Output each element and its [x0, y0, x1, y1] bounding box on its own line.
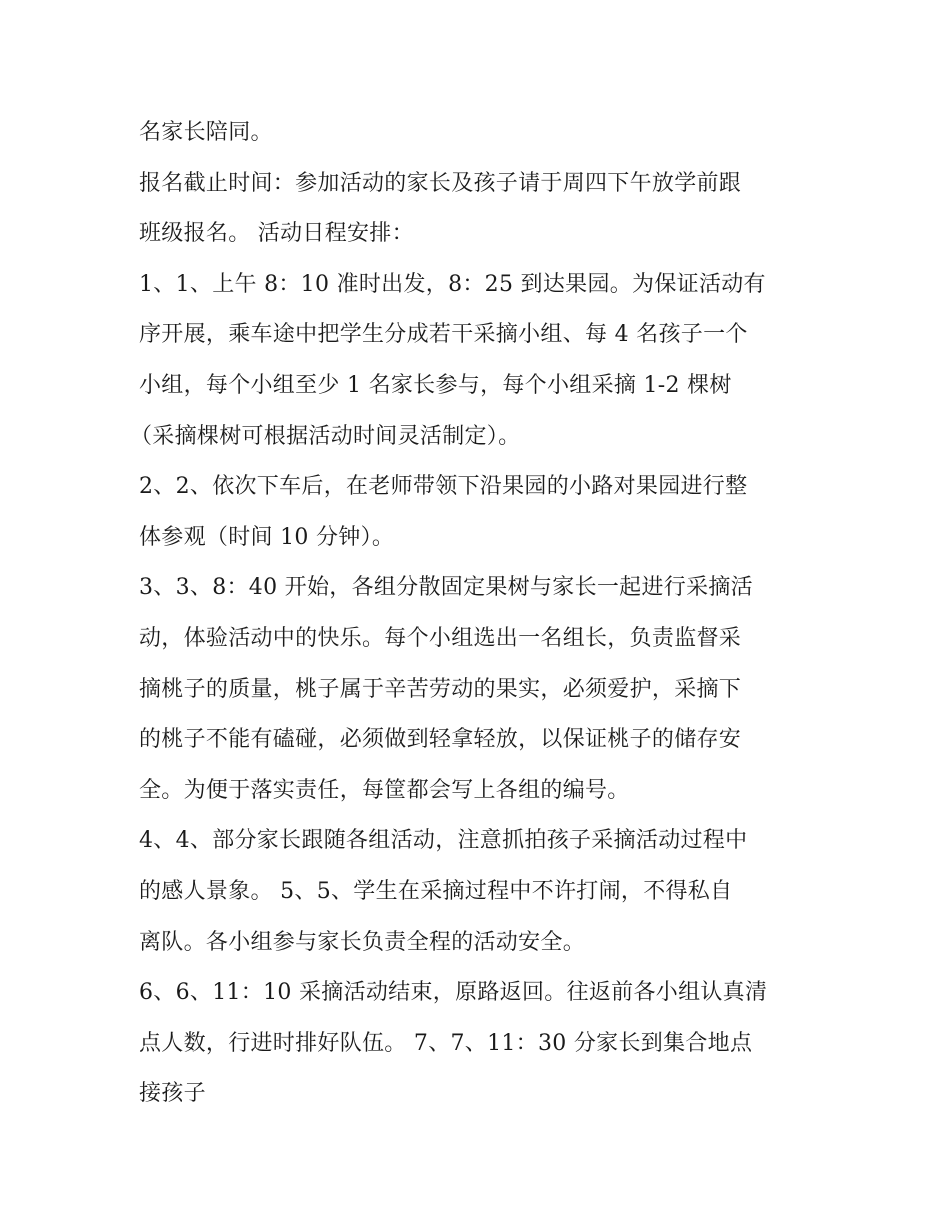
text-line: 6、6、11：10 采摘活动结束，原路返回。往返前各小组认真清 — [139, 980, 768, 1006]
text-line: 名家长陪同。 — [139, 120, 273, 145]
text-line: （采摘棵树可根据活动时间灵活制定）。 — [130, 423, 521, 449]
text-line: 报名截止时间：参加活动的家长及孩子请于周四下午放学前跟 — [139, 170, 742, 196]
text-line: 3、3、8：40 开始，各组分散固定果树与家长一起进行采摘活 — [139, 575, 753, 601]
text-line: 全。为便于落实责任，每筐都会写上各组的编号。 — [139, 777, 630, 803]
text-line: 点人数，行进时排好队伍。 7、7、11：30 分家长到集合地点 — [139, 1030, 753, 1056]
document-body — [130, 108, 819, 1120]
text-line: 接孩子 — [139, 1081, 206, 1107]
text-line: 的感人景象。 5、5、学生在采摘过程中不许打闹，不得私自 — [139, 878, 733, 904]
text-line: 1、1、上午 8：10 准时出发，8：25 到达果园。为保证活动有 — [139, 271, 766, 297]
text-line: 的桃子不能有磕碰，必须做到轻拿轻放，以保证桃子的储存安 — [139, 727, 742, 753]
text-line: 2、2、依次下车后，在老师带领下沿果园的小路对果园进行整 — [139, 474, 748, 500]
text-line: 摘桃子的质量，桃子属于辛苦劳动的果实，必须爱护，采摘下 — [139, 676, 742, 702]
text-line: 4、4、部分家长跟随各组活动，注意抓拍孩子采摘活动过程中 — [139, 828, 748, 854]
text-line: 班级报名。 活动日程安排： — [139, 221, 414, 247]
text-line: 动，体验活动中的快乐。每个小组选出一名组长，负责监督采 — [139, 625, 742, 651]
text-line: 体参观（时间 10 分钟）。 — [139, 524, 395, 550]
text-line: 小组，每个小组至少 1 名家长参与，每个小组采摘 1-2 棵树 — [139, 372, 732, 398]
text-line: 序开展，乘车途中把学生分成若干采摘小组、每 4 名孩子一个 — [139, 322, 748, 348]
text-line: 离队。各小组参与家长负责全程的活动安全。 — [139, 929, 586, 955]
